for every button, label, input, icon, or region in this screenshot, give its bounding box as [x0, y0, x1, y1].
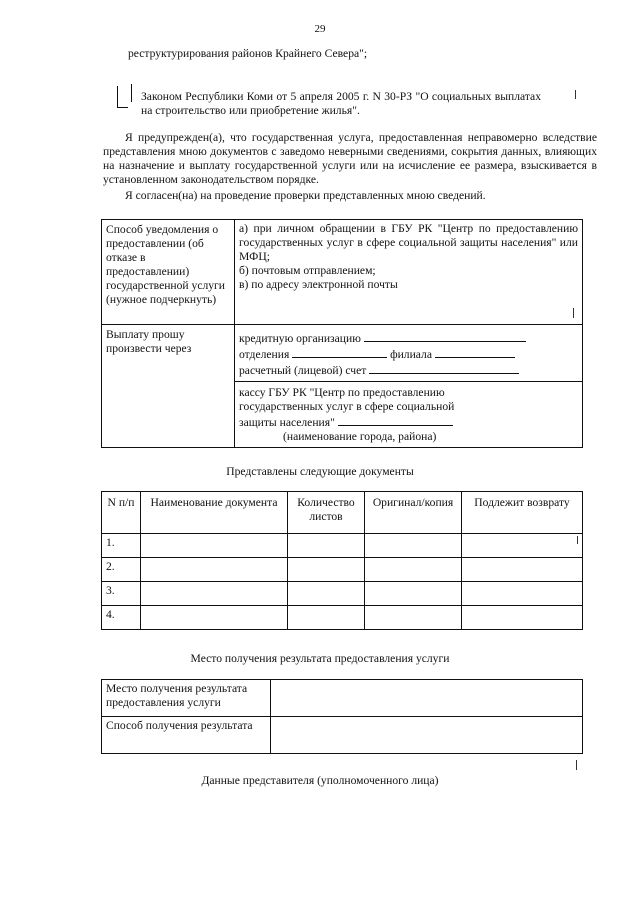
consent-paragraph: Я согласен(на) на проведение проверки представленных мною сведений. — [125, 189, 486, 202]
notification-row — [102, 220, 583, 325]
original-copy-cell[interactable] — [365, 582, 462, 606]
col-doc-name: Наименование документа — [141, 492, 288, 534]
doc-name-cell[interactable] — [141, 534, 288, 558]
table-row — [102, 582, 583, 606]
row-number: 2. — [102, 558, 141, 582]
cashbox-field[interactable] — [338, 414, 453, 426]
warning-paragraph: Я предупрежден(а), что государственная услуга, предоставленная неправомерно вследствие представления мною документов с заведомо неверными сведениями, сокрытия данных, влияющих на назначение и выплату государственной услуги или на исчисление ее размера, взыскивается в установленном законодательством порядке. — [103, 131, 597, 186]
account-label: расчетный (лицевой) счет — [239, 364, 367, 377]
documents-table — [101, 491, 583, 630]
branch-fil-field[interactable] — [435, 346, 515, 358]
documents-header-row — [102, 492, 583, 534]
branch-dept-field[interactable] — [292, 346, 387, 358]
return-cell[interactable] — [462, 558, 583, 582]
return-cell[interactable] — [462, 534, 583, 558]
table-row — [102, 534, 583, 558]
payment-label: Выплату прошу произвести через — [102, 325, 235, 448]
original-copy-cell[interactable] — [365, 606, 462, 630]
page-number: 29 — [314, 23, 326, 35]
notification-label: Способ уведомления о предоставлении (об отказе в предоставлении) государственной услуги (нужное подчеркнуть) — [102, 220, 235, 325]
branch-fil-label: филиала — [390, 348, 432, 361]
table-row — [102, 606, 583, 630]
original-copy-cell[interactable] — [365, 534, 462, 558]
col-original-copy: Оригинал/копия — [365, 492, 462, 534]
result-heading: Место получения результата предоставления услуги — [190, 652, 450, 665]
result-method-cell[interactable] — [271, 717, 583, 754]
result-table — [101, 679, 583, 754]
credit-org-field[interactable] — [364, 330, 526, 342]
checkbox-mark — [131, 84, 134, 102]
col-sheets: Количество листов — [288, 492, 365, 534]
law-item-text: Законом Республики Коми от 5 апреля 2005 г. N 30-РЗ "О социальных выплатах на строительство или приобретение жилья". — [141, 90, 541, 117]
row-number: 1. — [102, 534, 141, 558]
credit-org-label: кредитную организацию — [239, 332, 361, 345]
original-copy-cell[interactable] — [365, 558, 462, 582]
doc-name-cell[interactable] — [141, 582, 288, 606]
sheets-cell[interactable] — [288, 534, 365, 558]
sheets-cell[interactable] — [288, 558, 365, 582]
notify-option-c[interactable]: в) по адресу электронной почты — [239, 278, 398, 291]
notify-option-b[interactable]: б) почтовым отправлением; — [239, 264, 376, 277]
scan-mark — [576, 760, 577, 770]
result-place-cell[interactable] — [271, 680, 583, 717]
result-method-label: Способ получения результата — [102, 717, 271, 754]
result-place-label: Место получения результата предоставления услуги — [102, 680, 271, 717]
table-row — [102, 558, 583, 582]
sheets-cell[interactable] — [288, 582, 365, 606]
result-method-row — [102, 717, 583, 754]
branch-dept-label: отделения — [239, 348, 290, 361]
checkbox-bracket[interactable] — [117, 86, 128, 108]
row-number: 3. — [102, 582, 141, 606]
documents-heading: Представлены следующие документы — [226, 465, 414, 478]
result-place-row — [102, 680, 583, 717]
sheets-cell[interactable] — [288, 606, 365, 630]
cashbox-text[interactable]: кассу ГБУ РК "Центр по предоставлению государственных услуг в сфере социальной защиты населения" — [239, 386, 455, 429]
representative-heading: Данные представителя (уполномоченного лица) — [201, 774, 439, 787]
notification-payment-table — [101, 219, 583, 448]
doc-name-cell[interactable] — [141, 558, 288, 582]
row-number: 4. — [102, 606, 141, 630]
payment-row — [102, 325, 583, 382]
notify-option-a[interactable]: а) при личном обращении в ГБУ РК "Центр по предоставлению государственных услуг в сфере социальной защиты населения" или МФЦ; — [239, 222, 578, 263]
doc-name-cell[interactable] — [141, 606, 288, 630]
col-return: Подлежит возврату — [462, 492, 583, 534]
scan-mark — [573, 308, 574, 318]
city-caption: (наименование города, района) — [283, 430, 437, 443]
account-field[interactable] — [369, 362, 519, 374]
col-number: N п/п — [102, 492, 141, 534]
return-cell[interactable] — [462, 582, 583, 606]
continuation-text: реструктурирования районов Крайнего Севера"; — [128, 47, 368, 60]
return-cell[interactable] — [462, 606, 583, 630]
scan-mark — [575, 90, 576, 99]
